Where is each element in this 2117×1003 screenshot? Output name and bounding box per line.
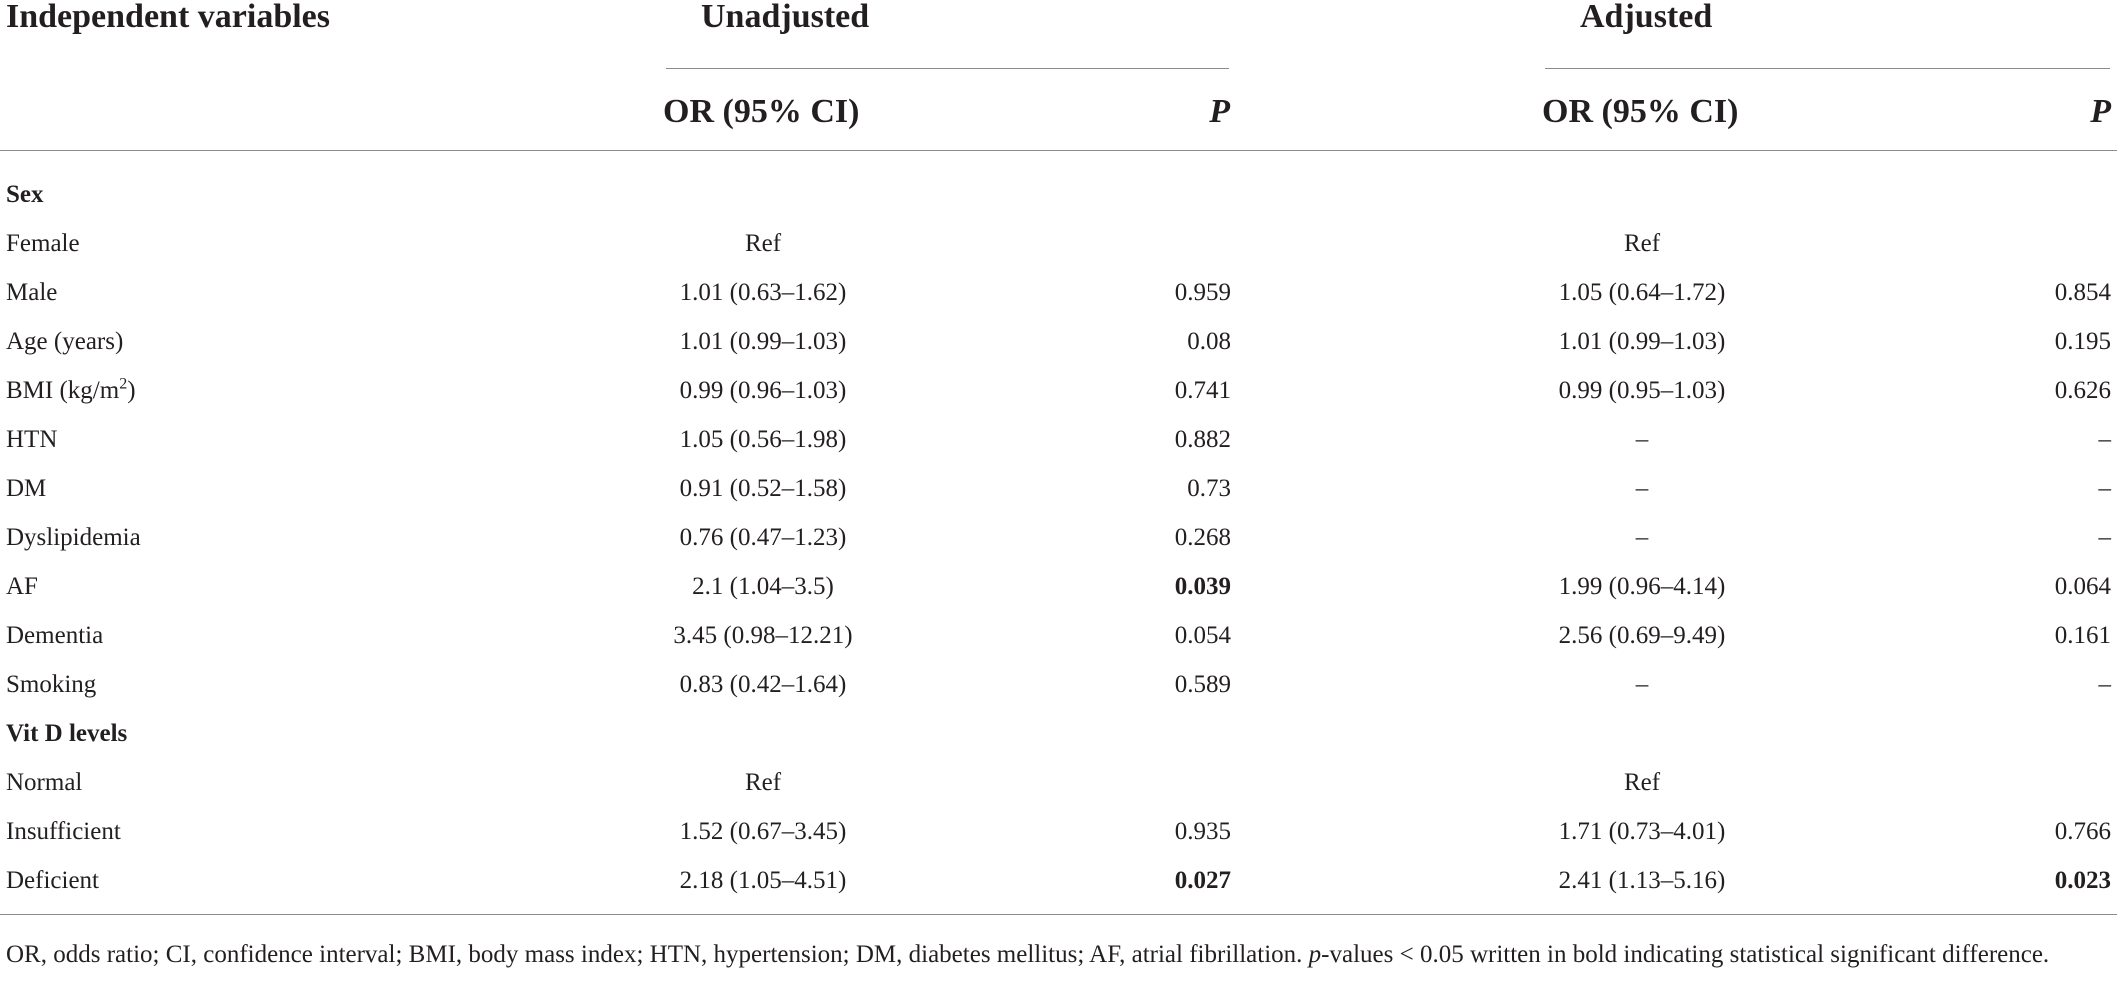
row-label: BMI $(kg/m^2)$ (6, 375, 136, 404)
or-ci-unadjusted: 1.01 (0.63–1.62) (679, 279, 847, 306)
or-ci-adjusted: – (1635, 426, 1649, 453)
table-row (0, 170, 2117, 219)
or-ci-adjusted: Ref (1623, 769, 1661, 796)
p-value-adjusted: 0.023 (2054, 867, 2111, 894)
or-ci-unadjusted: 0.99 (0.96–1.03) (679, 377, 847, 404)
row-label: Sex (6, 181, 44, 208)
table-row (0, 709, 2117, 758)
or-ci-unadjusted: Ref (744, 230, 782, 257)
p-value-unadjusted: 0.027 (1174, 867, 1231, 894)
row-label: AF (6, 573, 38, 600)
or-ci-unadjusted: 1.52 (0.67–3.45) (679, 818, 847, 845)
row-label: Age (years) (6, 328, 124, 355)
p-value-unadjusted: 0.589 (1174, 671, 1231, 698)
or-ci-unadjusted: 2.1 (1.04–3.5) (692, 573, 834, 600)
p-header-unadjusted: P (1209, 93, 1230, 130)
p-value-unadjusted: 0.268 (1174, 524, 1231, 551)
table-row (0, 415, 2117, 464)
row-label: Deficient (6, 867, 100, 894)
unadjusted-group-rule (666, 68, 1229, 69)
table-row (0, 513, 2117, 562)
table-row (0, 611, 2117, 660)
adjusted-group-rule (1545, 68, 2110, 69)
table-row (0, 464, 2117, 513)
or-ci-unadjusted: 0.83 (0.42–1.64) (679, 671, 847, 698)
table-row (0, 807, 2117, 856)
row-label: Male (6, 279, 58, 306)
p-value-unadjusted: 0.741 (1174, 377, 1231, 404)
p-value-adjusted: – (2098, 475, 2111, 502)
p-value-adjusted: – (2098, 426, 2111, 453)
p-header-adjusted: P (2090, 93, 2111, 130)
or-ci-adjusted: – (1635, 475, 1649, 502)
or-ci-adjusted: Ref (1623, 230, 1661, 257)
p-value-unadjusted: 0.054 (1174, 622, 1231, 649)
p-value-adjusted: 0.161 (2054, 622, 2111, 649)
table-row (0, 660, 2117, 709)
or-ci-unadjusted: 1.01 (0.99–1.03) (679, 328, 847, 355)
row-label: HTN (6, 426, 58, 453)
row-label: DM (6, 475, 47, 502)
row-label: Smoking (6, 671, 97, 698)
p-value-adjusted: 0.854 (2054, 279, 2111, 306)
or-ci-adjusted: 0.99 (0.95–1.03) (1558, 377, 1726, 404)
table-row (0, 758, 2117, 807)
row-label: Normal (6, 769, 83, 796)
p-value-unadjusted: 0.08 (1187, 328, 1231, 355)
group-header-adjusted: Adjusted (1580, 0, 1713, 35)
table-row (0, 219, 2117, 268)
table-row (0, 856, 2117, 905)
table-row (0, 268, 2117, 317)
row-label: Insufficient (6, 818, 121, 845)
or-ci-unadjusted: 1.05 (0.56–1.98) (679, 426, 847, 453)
table-row (0, 562, 2117, 611)
or-ci-adjusted: 2.56 (0.69–9.49) (1558, 622, 1726, 649)
p-value-unadjusted: 0.882 (1174, 426, 1231, 453)
or-ci-unadjusted: 3.45 (0.98–12.21) (673, 622, 853, 649)
or-ci-adjusted: 2.41 (1.13–5.16) (1558, 867, 1726, 894)
p-value-adjusted: – (2098, 671, 2111, 698)
header-bottom-rule (0, 150, 2117, 151)
p-value-adjusted: 0.195 (2054, 328, 2111, 355)
or-ci-unadjusted: Ref (744, 769, 782, 796)
table-footnote: OR, odds ratio; CI, confidence interval; BMI, body mass index; HTN, hypertension; DM, diabetes mellitus; AF, atrial fibrillation. p-values < 0.05 written in bold indicating statistical significant difference. (6, 941, 2050, 968)
or-ci-adjusted: 1.01 (0.99–1.03) (1558, 328, 1726, 355)
row-label: Female (6, 230, 80, 257)
p-value-adjusted: 0.626 (2054, 377, 2111, 404)
or-ci-header-unadjusted: OR (95% CI) (663, 93, 860, 130)
or-ci-adjusted: – (1635, 524, 1649, 551)
or-ci-adjusted: 1.05 (0.64–1.72) (1558, 279, 1726, 306)
p-value-unadjusted: 0.039 (1174, 573, 1231, 600)
p-value-adjusted: – (2098, 524, 2111, 551)
group-header-unadjusted: Unadjusted (701, 0, 870, 35)
p-value-unadjusted: 0.73 (1187, 475, 1231, 502)
or-ci-header-adjusted: OR (95% CI) (1542, 93, 1739, 130)
row-label: Vit D levels (6, 720, 128, 747)
or-ci-adjusted: 1.99 (0.96–4.14) (1558, 573, 1726, 600)
or-ci-adjusted: 1.71 (0.73–4.01) (1558, 818, 1726, 845)
table-bottom-rule (0, 914, 2117, 915)
p-value-unadjusted: 0.959 (1174, 279, 1231, 306)
table-row (0, 366, 2117, 415)
row-label: Dementia (6, 622, 104, 649)
table-row (0, 317, 2117, 366)
p-value-adjusted: 0.064 (2054, 573, 2111, 600)
column-header-independent-variables: Independent variables (6, 0, 330, 35)
p-value-unadjusted: 0.935 (1174, 818, 1231, 845)
or-ci-adjusted: – (1635, 671, 1649, 698)
row-label: Dyslipidemia (6, 524, 141, 551)
or-ci-unadjusted: 0.91 (0.52–1.58) (679, 475, 847, 502)
p-value-adjusted: 0.766 (2054, 818, 2111, 845)
or-ci-unadjusted: 2.18 (1.05–4.51) (679, 867, 847, 894)
or-ci-unadjusted: 0.76 (0.47–1.23) (679, 524, 847, 551)
